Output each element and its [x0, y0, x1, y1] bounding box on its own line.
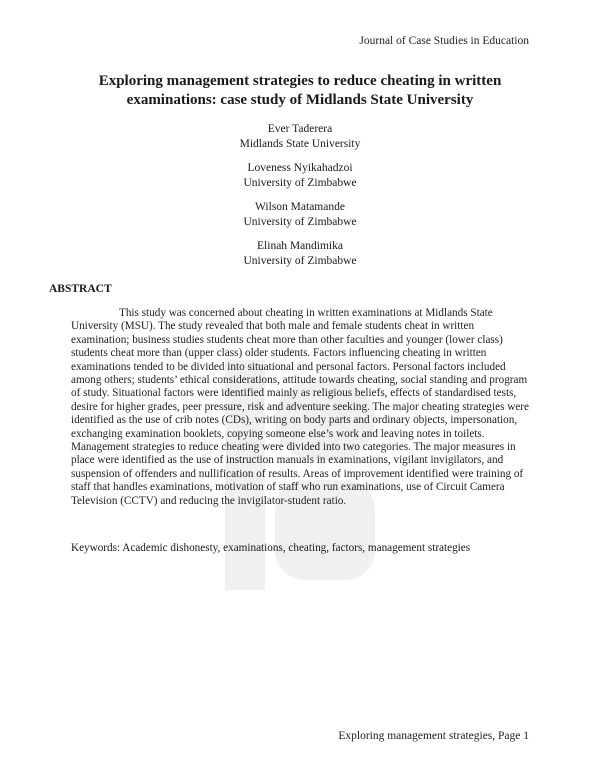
- author-block: [0, 239, 600, 268]
- author-list: [0, 122, 600, 278]
- keywords: Keywords: Academic dishonesty, examinations, cheating, factors, management strategies: [71, 542, 471, 554]
- author-name: Elinah Mandimika: [257, 240, 343, 252]
- title-line-1: Exploring management strategies to reduce cheating in written: [98, 73, 502, 89]
- page-footer: Exploring management strategies, Page 1: [338, 730, 529, 742]
- author-block: [0, 200, 600, 229]
- author-name: Ever Taderera: [267, 123, 333, 135]
- abstract-heading: ABSTRACT: [49, 283, 112, 295]
- paper-title: [60, 72, 540, 110]
- author-name: Wilson Matamande: [255, 201, 345, 213]
- author-affiliation: Midlands State University: [239, 137, 361, 150]
- author-affiliation: University of Zimbabwe: [243, 215, 357, 228]
- author-affiliation: University of Zimbabwe: [243, 176, 357, 189]
- author-block: [0, 122, 600, 151]
- author-name: Loveness Nyikahadzoi: [247, 162, 353, 174]
- author-affiliation: University of Zimbabwe: [243, 254, 357, 267]
- author-block: [0, 161, 600, 190]
- running-header: Journal of Case Studies in Education: [359, 35, 529, 47]
- abstract-body: This study was concerned about cheating in written examinations at Midlands State University (MSU). The study revealed that both male and female students cheat in written examination; business studies students cheat more than other faculties and younger (lower class) students cheat more than (upper class) older students. Factors influencing cheating in written examinations tended to be divided into situational and personal factors. Personal factors included among others; students’ ethical considerations, attitude towards cheating, social standing and program of study. Situational factors were identified mainly as religious beliefs, effects of standardised tests, desire for higher grades, peer pressure, risk and adventure seeking. The major cheating strategies were identified as the use of crib notes (CDs), writing on body parts and ordinary objects, impersonation, exchanging examination booklets, copying someone else’s work and leaving notes in toilets. Management strategies to reduce cheating were divided into two categories. The major measures in place were identified as the use of instruction manuals in examinations, vigilant invigilators, and suspension of offenders and nullification of results. Areas of improvement identified were training of staff that handles examinations, motivation of staff who run examinations, use of Circuit Camera Television (CCTV) and reducing the invigilator-student ratio.: [71, 307, 529, 507]
- title-line-2: examinations: case study of Midlands State University: [126, 92, 474, 108]
